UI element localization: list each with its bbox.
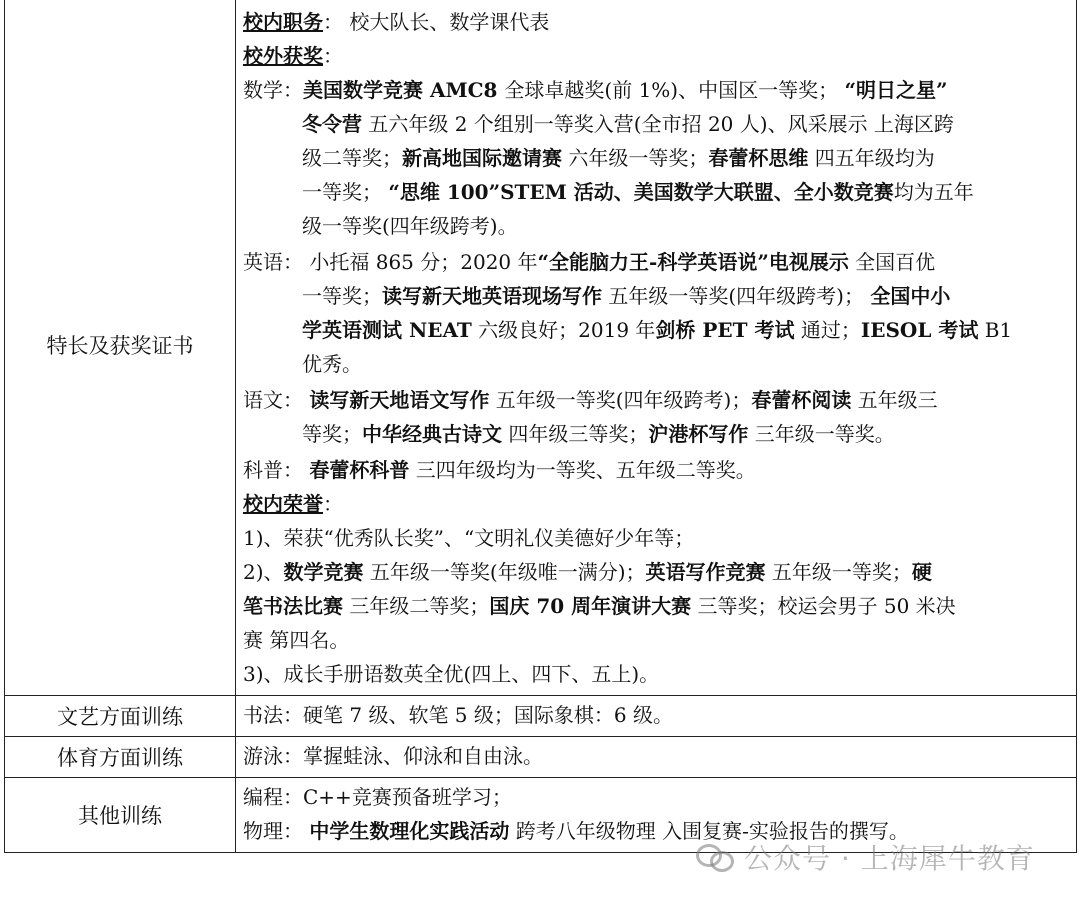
honor-2-line-2 [243,589,1070,623]
other-line-1: 编程：C++竞赛预备班学习； [243,785,512,809]
school-honor-heading [243,487,1070,521]
text-segment: 五年级一等奖； [765,560,912,584]
text-segment: 五年级一等奖(年级唯一满分)； [363,560,646,584]
english-line-1-text [303,250,935,274]
outside-awards-heading [243,39,1070,73]
chinese-prefix: 语文： [243,388,303,412]
text-segment: 春蕾杯思维 [708,146,809,170]
text-segment: 硬 [911,560,932,584]
watermark-text: 公众号 · 上海犀牛教育 [744,842,1035,875]
text-segment: 笔书法比赛 [243,594,343,618]
school-duty-text: ： 校大队长、数学课代表 [323,10,550,34]
arts-text: 书法：硬笔 7 级、软笔 5 级；国际象棋：6 级。 [243,703,673,727]
text-segment: 春蕾杯科普 [309,458,410,482]
text-segment: 小托福 865 分；2020 年 [303,250,538,274]
text-segment: 冬令营 [302,112,362,136]
text-segment: “全能脑力王-科学英语说”电视展示 [537,250,849,274]
text-segment: AMC8 [423,78,505,102]
text-segment: 五年级三 [851,388,938,412]
text-segment: 三四年级均为一等奖、五年级二等奖。 [409,458,756,482]
awards-label: 特长及获奖证书 [5,0,236,696]
english-prefix: 英语： [243,250,303,274]
science-line-1-text [303,458,756,482]
honor-2-line-1 [243,555,1070,589]
text-segment: 六年级一等奖； [562,146,709,170]
chinese-line-2 [243,417,1070,451]
outside-awards-title: 校外获奖 [243,44,323,68]
text-segment: 全国百优 [848,250,936,274]
text-segment: “明日之星” [844,78,948,102]
watermark [696,836,1056,878]
text-segment: 物理： [243,819,310,843]
text-segment: 全国中小 [870,284,951,308]
wechat-icon [696,842,736,872]
math-prefix: 数学： [243,78,303,102]
sports-row [5,737,1077,778]
text-segment: 中学生数理化实践活动 [309,819,510,843]
honor-2-line-3 [243,623,1070,657]
science-line-1 [243,453,1070,487]
text-segment: 五年级一等奖(四年级跨考)； [602,284,871,308]
text-segment: 赛 第四名。 [243,628,350,652]
honor-item-1: 1)、荣获“优秀队长奖”、“文明礼仪美德好少年等； [243,526,695,550]
school-honor-title: 校内荣誉 [243,492,323,516]
text-segment: 沪港杯写作 [648,422,749,446]
english-line-2 [243,279,1070,313]
text-segment: 春蕾杯阅读 [751,388,852,412]
text-segment: 读写新天地语文写作 [309,388,490,412]
science-awards [243,453,1070,487]
text-segment: 国庆 70 周年演讲大赛 [489,594,692,618]
text-segment: 读写新天地英语现场写作 [382,284,602,308]
awards-content [236,0,1077,696]
resume-table [4,0,1077,853]
text-segment: 一等奖； [302,284,382,308]
math-line-4 [243,175,1070,209]
english-line-3 [243,313,1070,347]
text-segment: 通过； [794,318,861,342]
english-awards [243,245,1070,381]
arts-content [236,696,1077,737]
chinese-line-1-text [303,388,938,412]
arts-row [5,696,1077,737]
english-line-4 [243,347,1070,381]
arts-label: 文艺方面训练 [5,696,236,737]
math-line-1-text [303,78,948,102]
school-honor-colon: ： [323,492,343,516]
text-segment: 级二等奖； [302,146,402,170]
honor-item-2 [243,555,1070,657]
math-awards [243,73,1070,243]
text-segment: 数学竞赛 [283,560,364,584]
text-segment: 优秀。 [302,352,362,376]
text-segment: 六级良好；2019 年 [471,318,656,342]
text-segment: 级一等奖(四年级跨考)。 [302,214,518,238]
math-line-2 [243,107,1070,141]
text-segment: IESOL 考试 [860,318,979,342]
sports-label: 体育方面训练 [5,737,236,778]
text-segment: B1 [978,318,1013,342]
text-segment: 等奖； [302,422,362,446]
text-segment: 新高地国际邀请赛 [402,146,562,170]
text-segment: 三等奖；校运会男子 50 米决 [691,594,956,618]
math-line-5 [243,209,1070,243]
awards-row [5,0,1077,696]
math-line-1 [243,73,1070,107]
text-segment: 五年级一等奖(四年级跨考)； [489,388,752,412]
sports-content [236,737,1077,778]
text-segment: 美国数学竞赛 [303,78,423,102]
text-segment: 全球卓越奖(前 1%)、中国区一等奖； [504,78,845,102]
chinese-line-1 [243,383,1070,417]
text-segment: 学英语测试 NEAT [302,318,472,342]
text-segment: 中华经典古诗文 [362,422,502,446]
text-segment: 2)、 [243,560,284,584]
text-segment: 英语写作竞赛 [645,560,766,584]
text-segment: “思维 100”STEM 活动、美国数学大联盟、全小数竞赛 [388,180,894,204]
text-segment: 剑桥 PET 考试 [655,318,795,342]
text-segment: 五六年级 2 个组别一等奖入营(全市招 20 人)、风采展示 上海区跨 [362,112,954,136]
text-segment: 三年级一等奖。 [748,422,895,446]
math-line-3 [243,141,1070,175]
school-duty-line [243,5,1070,39]
science-prefix: 科普： [243,458,303,482]
english-line-1 [243,245,1070,279]
text-segment: 均为五年 [893,180,974,204]
outside-awards-colon: ： [323,44,343,68]
text-segment: 四五年级均为 [808,146,935,170]
text-segment: 一等奖； [302,180,389,204]
text-segment: 三年级二等奖； [343,594,490,618]
text-segment: 跨考八年级物理 入围复赛-实验报告的撰写。 [509,819,909,843]
other-label: 其他训练 [5,778,236,853]
text-segment: 四年级三等奖； [502,422,649,446]
honor-item-3: 3)、成长手册语数英全优(四上、四下、五上)。 [243,662,660,686]
sports-text: 游泳：掌握蛙泳、仰泳和自由泳。 [243,744,543,768]
chinese-awards [243,383,1070,451]
school-duty-title: 校内职务 [243,10,323,34]
